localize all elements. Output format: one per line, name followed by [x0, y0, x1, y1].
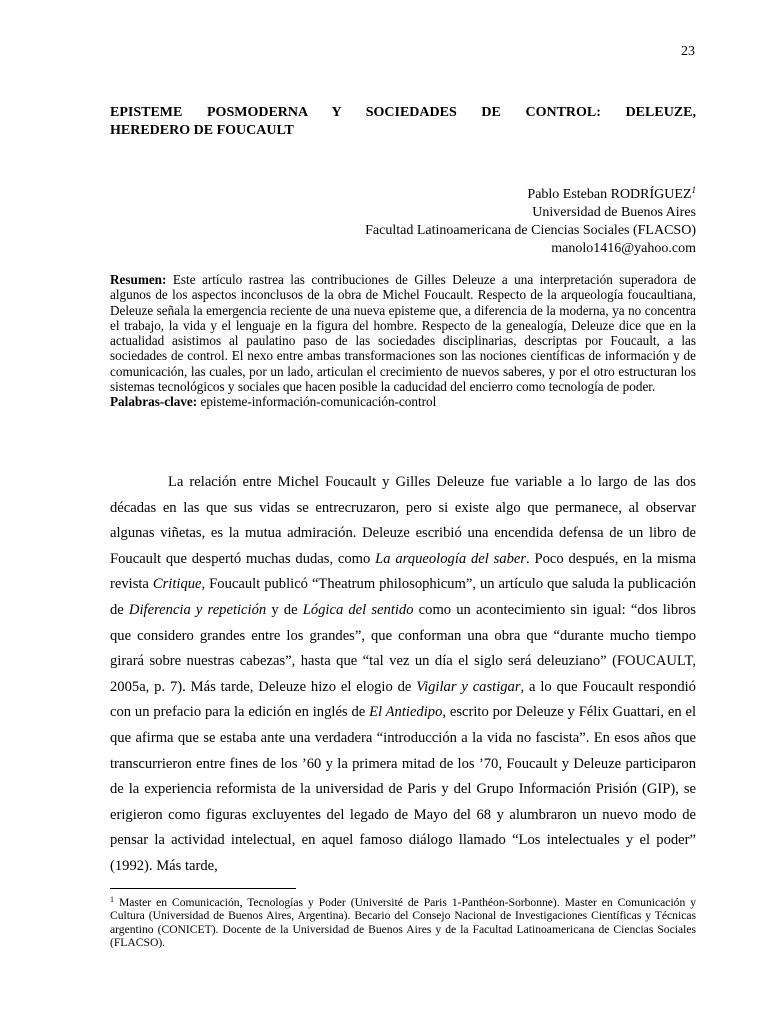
body-text-segment: Foucault publicó “Theatrum philosophicum”, un artículo que saluda la publicación de: [110, 576, 696, 618]
footnote-text: Master en Comunicación, Tecnologías y Poder (Université de Paris 1-Panthéon-Sorbonne). Master en Comunicación y Cultura (Universidad de Buenos Aires, Argentina). Becario del Consejo Nacional de Investigaciones Científicas y Técnicas argentino (CONICET). Docente de la Universidad de Buenos Aires y de la Facultad Latinoamericana de Ciencias Sociales (FLACSO).: [110, 896, 696, 950]
body-paragraph: [110, 470, 696, 880]
book-title-vigilar: Vigilar y castigar: [416, 678, 521, 695]
body-text-segment: La relación entre Michel Foucault y Gilles Deleuze fue variable a lo largo de las dos décadas en las que sus vidas se entrecruzaron, pero si existe algo que permanece, al observar algunas viñetas, es la mutua admiración. Deleuze escribió una encendida defensa de un libro de Foucault que despertó muchas dudas, como: [110, 474, 696, 567]
book-title-diferencia: Diferencia y repetición: [128, 601, 267, 618]
author-line: [365, 186, 696, 204]
keywords-line: [110, 394, 696, 409]
author-block: [365, 186, 696, 258]
body-text-segment: , a lo que Foucault respondió con un prefacio para la edición en inglés de: [110, 678, 696, 721]
article-title: [110, 104, 696, 140]
title-line-2: HEREDERO DE FOUCAULT: [110, 123, 294, 138]
author-footnote-mark: 1: [691, 185, 696, 195]
footnote: [110, 896, 696, 950]
book-title-antiedipo: El Antiedipo: [369, 704, 443, 721]
keywords-text: episteme-información-comunicación-control: [200, 394, 437, 410]
page-number: 23: [681, 44, 695, 59]
footnote-mark: 1: [110, 895, 114, 904]
article-body: [110, 470, 696, 880]
abstract: [110, 272, 696, 410]
book-title-logica: Lógica del sentido: [302, 601, 414, 618]
title-line-1: EPISTEME POSMODERNA Y SOCIEDADES DE CONTROL: DELEUZE,: [110, 105, 696, 120]
body-text-segment: , escrito por Deleuze y Félix Guattari, en el que afirma que se estaba ante una verdadera “introducción a la vida no fascista”. En esos años que transcurrieron entre fines de los ’60 y la primera mitad de los ’70, Foucault y Deleuze participaron de la experiencia reformista de la universidad de Paris y del Grupo Información Prisión (GIP), se erigieron como figuras excluyentes del legado de Mayo del 68 y alumbraron un nuevo modo de pensar la actividad intelectual, en aquel famoso diálogo llamado “Los intelectuales y el poder” (1992). Más tarde,: [110, 704, 696, 874]
body-text-segment: y de: [266, 601, 303, 618]
abstract-label: Resumen:: [110, 272, 167, 287]
book-title-arqueologia: La arqueología del saber: [375, 550, 527, 567]
abstract-text: Este artículo rastrea las contribuciones de Gilles Deleuze a una interpretación superadora de algunos de los aspectos inconclusos de la obra de Michel Foucault. Respecto de la arqueología foucaultiana, Deleuze señala la emergencia reciente de una nueva episteme que, a diferencia de la moderna, ya no concentra el trabajo, la vida y el lenguaje en la figura del hombre. Respecto de la genealogía, Deleuze dice que en la actualidad asistimos al paulatino paso de las sociedades disciplinarias, descriptas por Foucault, a las sociedades de control. El nexo entre ambas transformaciones son las nociones científicas de información y de comunicación, las cuales, por un lado, articulan el crecimiento de nuevos saberes, y por el otro estructuran los sistemas tecnológicos y sociales que hacen posible la caducidad del encierro como tecnología de poder.: [110, 272, 697, 395]
keywords-label: Palabras-clave:: [110, 394, 198, 410]
author-email: manolo1416@yahoo.com: [551, 241, 696, 256]
author-affiliation-2: Facultad Latinoamericana de Ciencias Sociales (FLACSO): [365, 223, 696, 238]
journal-title-critique: Critique,: [152, 576, 206, 593]
body-text-segment: como un acontecimiento sin igual: “dos libros que considero grandes entre los grandes”, que conforman una obra que “durante mucho tiempo girará sobre nuestras cabezas”, hasta que “tal vez un día el siglo será deleuziano” (FOUCAULT, 2005a, p. 7). Más tarde, Deleuze hizo el elogio de: [110, 601, 696, 695]
body-text-segment: . Poco después, en la misma revista: [110, 550, 697, 593]
author-affiliation-1: Universidad de Buenos Aires: [532, 205, 696, 220]
author-name: Pablo Esteban RODRÍGUEZ: [527, 187, 692, 202]
footnote-separator: [110, 888, 296, 889]
